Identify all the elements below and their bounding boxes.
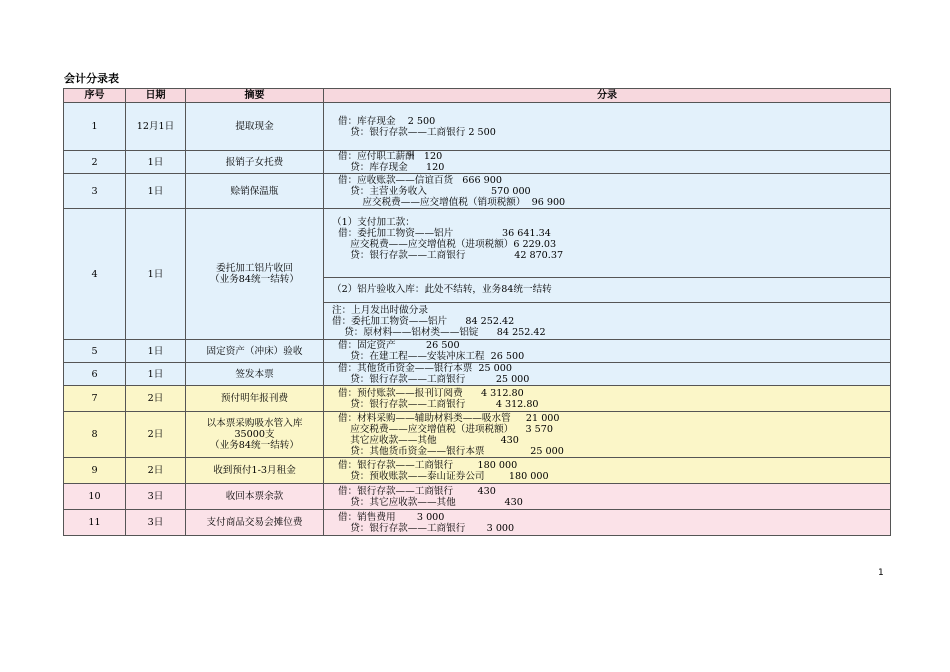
row-summary: 签发本票 [186,363,324,386]
row-entry: 借：其他货币资金——银行本票 25 000 贷：银行存款——工商银行 25 000 [324,363,891,386]
row-summary: 支付商品交易会摊位费 [186,510,324,536]
table-row [64,484,891,510]
header-summary: 摘要 [186,89,324,103]
row-entry: 借：销售费用 3 000 贷：银行存款——工商银行 3 000 [324,510,891,536]
row-summary: 收到预付1-3月租金 [186,458,324,484]
row-summary: 以本票采购吸水管入库 35000支 （业务84统一结转） [186,412,324,458]
row-entry: 借：材料采购——辅助材料类——吸水管 21 000 应交税费——应交增值税（进项税额） 3 570 其它应收款——其他 430 贷：其他货币资金——银行本票 25 000 [324,412,891,458]
row-no: 6 [64,363,126,386]
row-date: 2日 [126,386,186,412]
sheet-title: 会计分录表 [64,72,119,85]
header-entry: 分录 [324,89,891,103]
row-date: 3日 [126,510,186,536]
row-entry: 借：应收账款——信谊百货 666 900 贷：主营业务收入 570 000 应交税费——应交增值税（销项税额） 96 900 [324,174,891,209]
row-no: 2 [64,151,126,174]
row-summary: 收回本票余款 [186,484,324,510]
row-no: 5 [64,340,126,363]
row-entry: 借：固定资产 26 500 贷：在建工程——安装冲床工程 26 500 [324,340,891,363]
row-no: 11 [64,510,126,536]
row-date: 1日 [126,363,186,386]
entry-block: 注：上月发出时做分录 借：委托加工物资——铝片 84 252.42 贷：原材料——铝材类——铝锭 84 252.42 [332,305,546,338]
table-row [64,340,891,363]
row-summary: 固定资产（冲床）验收 [186,340,324,363]
table-row [64,386,891,412]
row-entry [324,209,891,340]
row-summary: 预付明年报刊费 [186,386,324,412]
entry-block: （1）支付加工款： 借：委托加工物资——铝片 36 641.34 应交税费——应交增值税（进项税额）6 229.03 贷：银行存款——工商银行 42 870.37 [324,209,890,278]
table-row [64,412,891,458]
header-row [64,89,891,103]
row-summary: 委托加工铝片收回 （业务84统一结转） [186,209,324,340]
row-date: 12月1日 [126,103,186,151]
row-date: 1日 [126,340,186,363]
row-entry: 借：预付账款——报刊订阅费 4 312.80 贷：银行存款——工商银行 4 312.80 [324,386,891,412]
row-date: 1日 [126,174,186,209]
journal-table [63,88,891,536]
row-date: 2日 [126,458,186,484]
row-summary: 提取现金 [186,103,324,151]
row-date: 2日 [126,412,186,458]
row-date: 1日 [126,209,186,340]
row-entry: 借：银行存款——工商银行 180 000 贷：预收账款——泰山证券公司 180 000 [324,458,891,484]
row-no: 1 [64,103,126,151]
table-row [64,151,891,174]
header-date: 日期 [126,89,186,103]
table-row [64,363,891,386]
header-no: 序号 [64,89,126,103]
row-date: 1日 [126,151,186,174]
table-row [64,458,891,484]
row-summary: 赊销保温瓶 [186,174,324,209]
row-date: 3日 [126,484,186,510]
entry-block: （2）铝片验收入库：此处不结转，业务84统一结转 [324,278,890,303]
row-entry: 借：银行存款——工商银行 430 贷：其它应收款——其他 430 [324,484,891,510]
table-row [64,510,891,536]
page-number: 1 [878,568,884,578]
row-no: 10 [64,484,126,510]
row-no: 8 [64,412,126,458]
row-no: 9 [64,458,126,484]
row-no: 4 [64,209,126,340]
row-entry: 借：应付职工薪酬 120 贷：库存现金 120 [324,151,891,174]
row-no: 3 [64,174,126,209]
table-row [64,103,891,151]
table-row [64,209,891,340]
table-row [64,174,891,209]
row-summary: 报销子女托费 [186,151,324,174]
row-no: 7 [64,386,126,412]
row-entry: 借：库存现金 2 500 贷：银行存款——工商银行 2 500 [324,103,891,151]
